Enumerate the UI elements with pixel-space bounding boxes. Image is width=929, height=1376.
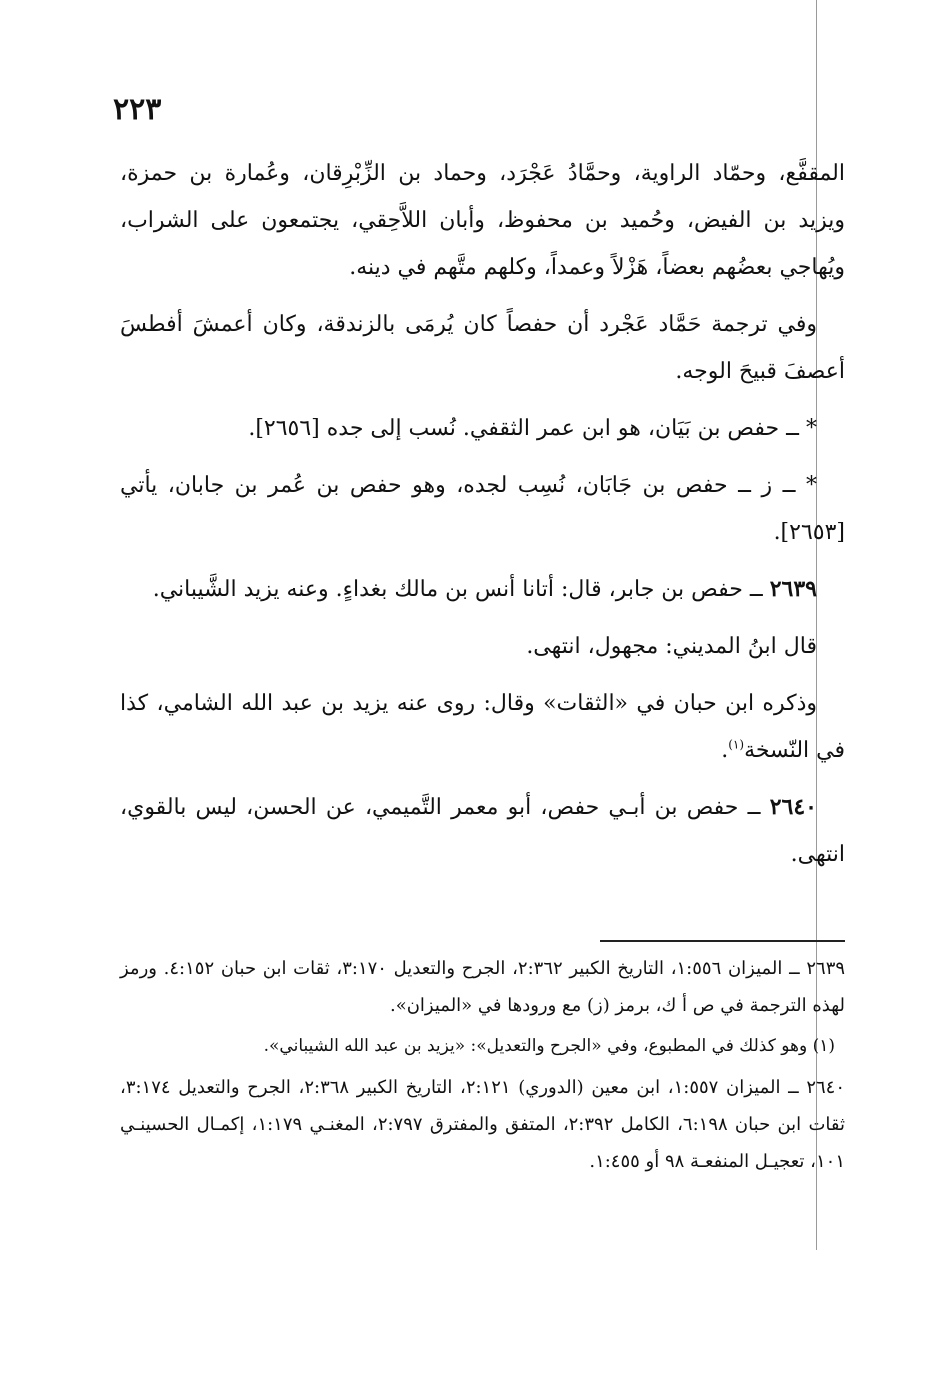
main-text (120, 150, 845, 888)
entry-2640-number: ٢٦٤٠ (769, 794, 817, 820)
paragraph-3: * ــ حفص بن بَيَان، هو ابن عمر الثقفي. نُسب إلى جده [٢٦٥٦]. (248, 416, 817, 441)
note-2639: ٢٦٣٩ ــ الميزان ١:٥٥٦، التاريخ الكبير ٢:٣٦٢، الجرح والتعديل ٣:١٧٠، ثقات ابن حبان ٤:١٥٢. ورمز لهذه الترجمة في ص أ ك، برمز (ز) مع ورودها في «الميزان». (120, 958, 846, 1016)
entry-2639-number: ٢٦٣٩ (769, 576, 817, 602)
paragraph-7-end: . (721, 738, 729, 763)
paragraph-7 (120, 680, 845, 774)
entry-2640-text: ــ حفص بن أبـي حفص، أبو معمر التَّميمي، عن الحسن، ليس بالقوي، انتهى. (120, 795, 845, 867)
notes-section (120, 950, 845, 1184)
footnote-separator (600, 940, 845, 942)
entry-2639-text: ــ حفص بن جابر، قال: أتانا أنس بن مالك بغداءٍ. وعنه يزيد الشَّيباني. (152, 577, 763, 602)
note-2640: ٢٦٤٠ ــ الميزان ١:٥٥٧، ابن معين (الدوري) ٢:١٢١، التاريخ الكبير ٢:٣٦٨، الجرح والتعديل ٣:١٧٤، ثقات ابن حبان ٦:١٩٨، الكامل ٢:٣٩٢، المتفق والمفترق ٢:٧٩٧، المغنـي ١:١٧٩، إكمـال الحسينـي ١٠١، تعجيـل المنفعـة ٩٨ أو ١:٤٥٥. (120, 1077, 846, 1172)
paragraph-6: قال ابنُ المديني: مجهول، انتهى. (526, 634, 817, 659)
paragraph-7-text: وذكره ابن حبان في «الثقات» وقال: روى عنه يزيد بن عبد الله الشامي، كذا في النّسخة (120, 691, 845, 763)
footnote-1: (١) وهو كذلك في المطبوع، وفي «الجرح والتعديل»: «يزيد بن عبد الله الشيباني». (263, 1036, 835, 1056)
paragraph-2: وفي ترجمة حَمَّاد عَجْرد أن حفصاً كان يُرمَى بالزندقة، وكان أعمشَ أفطسَ أعصفَ قبيحَ الوجه. (120, 312, 845, 384)
paragraph-1: المقفَّع، وحمّاد الراوية، وحمَّادُ عَجْرَد، وحماد بن الزِّبْرِقان، وعُمارة بن حمزة، ويزيد بن الفيض، وحُميد بن محفوظ، وأبان اللاَّحِقي، يجتمعون على الشراب، ويُهاجي بعضُهم بعضاً، هَزْلاً وعمداً، وكلهم متَّهم في دينه. (120, 161, 845, 280)
entry-2640 (120, 784, 845, 878)
paragraph-4: * ــ ز ــ حفص بن جَابَان، نُسِب لجده، وهو حفص بن عُمر بن جابان، يأتي [٢٦٥٣]. (120, 473, 845, 545)
entry-2639 (120, 566, 845, 613)
page-number: ٢٢٣ (113, 92, 162, 127)
footnote-marker: (١) (728, 737, 745, 752)
